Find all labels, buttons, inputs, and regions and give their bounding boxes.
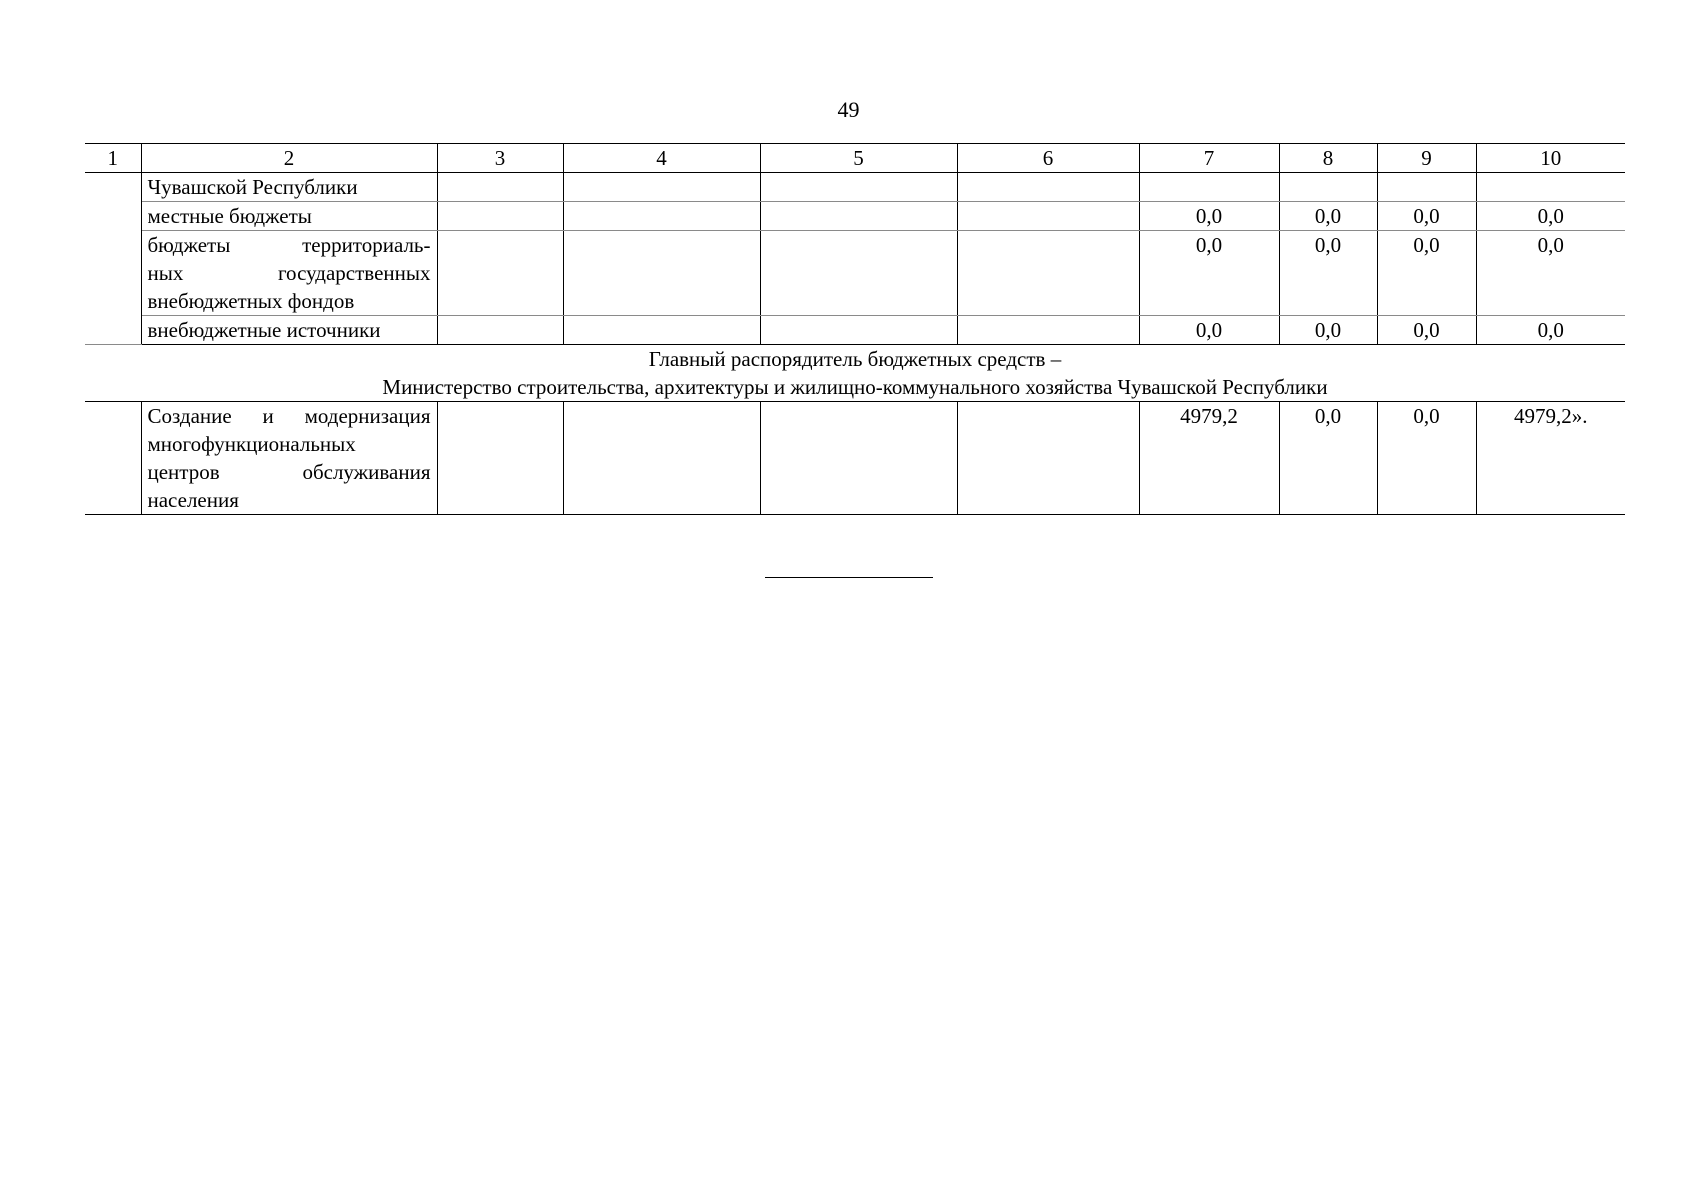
label-line: бюджеты территориаль- — [147, 233, 431, 257]
column-header: 7 — [1139, 144, 1279, 173]
row-number-cell — [85, 173, 141, 345]
empty-cell — [563, 316, 760, 345]
column-header: 8 — [1279, 144, 1377, 173]
empty-cell — [760, 202, 957, 231]
table-row — [85, 402, 1625, 515]
empty-cell — [437, 202, 563, 231]
empty-cell — [957, 202, 1139, 231]
empty-cell — [437, 231, 563, 316]
value-cell: 0,0 — [1476, 316, 1625, 345]
row-label — [141, 173, 437, 202]
empty-cell — [957, 316, 1139, 345]
label-line: Создание и модернизация — [147, 404, 431, 428]
value-cell — [1139, 173, 1279, 202]
table-row — [85, 231, 1625, 316]
column-header: 1 — [85, 144, 141, 173]
empty-cell — [437, 173, 563, 202]
value-cell: 0,0 — [1279, 402, 1377, 515]
label-line: внебюджетных фондов — [147, 289, 355, 313]
value-cell: 0,0 — [1139, 316, 1279, 345]
empty-cell — [563, 202, 760, 231]
row-label — [141, 316, 437, 345]
value-cell — [1377, 173, 1476, 202]
value-cell: 0,0 — [1279, 202, 1377, 231]
column-header: 2 — [141, 144, 437, 173]
value-cell: 4979,2». — [1476, 402, 1625, 515]
value-cell: 0,0 — [1377, 402, 1476, 515]
row-label — [141, 202, 437, 231]
column-header: 4 — [563, 144, 760, 173]
budget-table — [85, 143, 1625, 515]
label-line: населения — [147, 488, 239, 512]
empty-cell — [760, 402, 957, 515]
table-header-row — [85, 144, 1625, 173]
column-header: 9 — [1377, 144, 1476, 173]
table-row — [85, 173, 1625, 202]
value-cell: 0,0 — [1279, 316, 1377, 345]
empty-cell — [563, 173, 760, 202]
column-header: 5 — [760, 144, 957, 173]
table-row — [85, 202, 1625, 231]
empty-cell — [957, 231, 1139, 316]
row-label — [141, 402, 437, 515]
footnote-rule — [765, 577, 933, 578]
empty-cell — [957, 173, 1139, 202]
label-line: Чувашской Республики — [147, 175, 358, 199]
section-header-line: Министерство строительства, архитектуры и жилищно-коммунального хозяйства Чувашской Республики — [382, 375, 1328, 399]
column-header: 10 — [1476, 144, 1625, 173]
label-line: многофункциональных — [147, 432, 356, 456]
table-row — [85, 316, 1625, 345]
value-cell: 0,0 — [1139, 202, 1279, 231]
label-line: внебюджетные источники — [147, 318, 381, 342]
value-cell: 0,0 — [1377, 316, 1476, 345]
empty-cell — [760, 316, 957, 345]
value-cell: 0,0 — [1139, 231, 1279, 316]
section-header-row — [85, 345, 1625, 402]
column-header: 6 — [957, 144, 1139, 173]
value-cell: 0,0 — [1377, 231, 1476, 316]
section-header — [85, 345, 1625, 402]
empty-cell — [437, 316, 563, 345]
label-line: местные бюджеты — [147, 204, 312, 228]
section-header-line: Главный распорядитель бюджетных средств – — [648, 347, 1062, 371]
page-number: 49 — [837, 97, 860, 122]
value-cell — [1279, 173, 1377, 202]
value-cell: 4979,2 — [1139, 402, 1279, 515]
empty-cell — [563, 402, 760, 515]
empty-cell — [437, 402, 563, 515]
row-label — [141, 231, 437, 316]
value-cell: 0,0 — [1476, 231, 1625, 316]
column-header: 3 — [437, 144, 563, 173]
label-line: ных государственных — [147, 261, 431, 285]
value-cell: 0,0 — [1377, 202, 1476, 231]
empty-cell — [957, 402, 1139, 515]
label-line: центров обслуживания — [147, 460, 431, 484]
value-cell — [1476, 173, 1625, 202]
value-cell: 0,0 — [1476, 202, 1625, 231]
empty-cell — [563, 231, 760, 316]
empty-cell — [760, 231, 957, 316]
value-cell: 0,0 — [1279, 231, 1377, 316]
row-number-cell — [85, 402, 141, 515]
empty-cell — [760, 173, 957, 202]
